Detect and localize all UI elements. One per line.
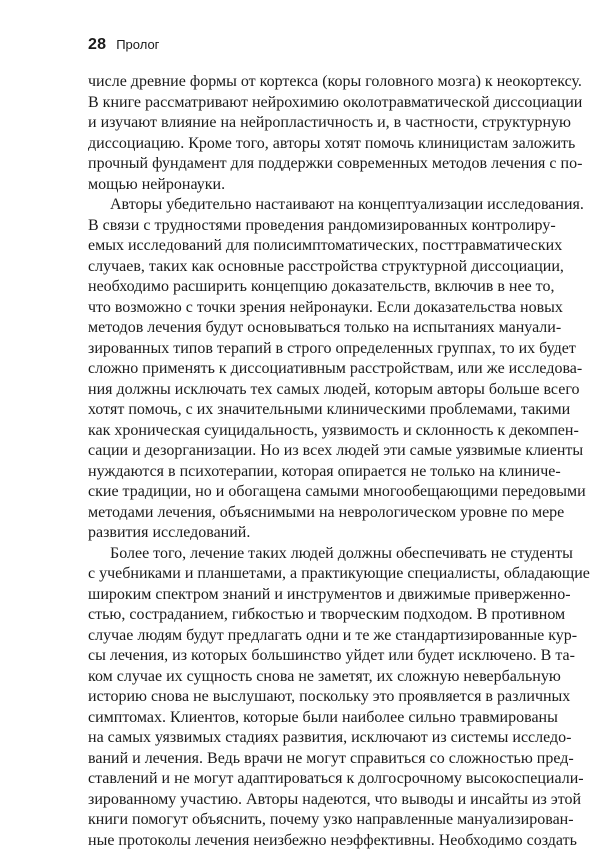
text-line: зированных типов терапий в строго определенных группах, то их будет: [88, 339, 536, 360]
text-line: диссоциацию. Кроме того, авторы хотят помочь клиницистам заложить: [88, 134, 536, 155]
text-line: В книге рассматривают нейрохимию околотравматической диссоциации: [88, 93, 536, 114]
running-head: [88, 36, 159, 54]
text-line: широким спектром знаний и инструментов и движимые приверженно-: [88, 585, 536, 606]
text-line: ставлений и не могут адаптироваться к долгосрочному высокоспециали-: [88, 769, 536, 790]
text-line: емых исследований для полисимптоматических, посттравматических: [88, 236, 536, 257]
text-line: что возможно с точки зрения нейронауки. Если доказательства новых: [88, 298, 536, 319]
text-line: сы лечения, из которых большинство уйдет или будет исключено. В та-: [88, 646, 536, 667]
paragraph: [88, 72, 536, 195]
text-line: сации и дезорганизации. Но из всех людей эти самые уязвимые клиенты: [88, 441, 536, 462]
text-line: сложно применять к диссоциативным расстройствам, или же исследова-: [88, 359, 536, 380]
text-line: и изучают влияние на нейропластичность и, в частности, структурную: [88, 113, 536, 134]
text-line: нуждаются в психотерапии, которая опирается не только на клиниче-: [88, 462, 536, 483]
body-text: [88, 72, 536, 851]
page-number: 28: [88, 36, 106, 54]
text-line: ния должны исключать тех самых людей, которым авторы больше всего: [88, 380, 536, 401]
text-line: В связи с трудностями проведения рандомизированных контролиру-: [88, 216, 536, 237]
text-line: хотят помочь, с их значительными клиническими проблемами, такими: [88, 400, 536, 421]
text-line: прочный фундамент для поддержки современных методов лечения с по-: [88, 154, 536, 175]
text-line: историю снова не выслушают, поскольку это проявляется в различных: [88, 687, 536, 708]
paragraph: [88, 195, 536, 544]
text-line: ваний и лечения. Ведь врачи не могут справиться со сложностью пред-: [88, 749, 536, 770]
text-line: зированному участию. Авторы надеются, что выводы и инсайты из этой: [88, 790, 536, 811]
text-line: Более того, лечение таких людей должны обеспечивать не студенты: [88, 544, 536, 565]
text-line: случае людям будут предлагать одни и те же стандартизированные кур-: [88, 626, 536, 647]
chapter-title: Пролог: [116, 37, 159, 52]
text-line: ские традиции, но и обогащена самыми многообещающими передовыми: [88, 482, 536, 503]
text-line: мощью нейронауки.: [88, 175, 536, 196]
text-line: с учебниками и планшетами, а практикующие специалисты, обладающие: [88, 564, 536, 585]
text-line: развития исследований.: [88, 523, 536, 544]
text-line: симптомах. Клиентов, которые были наиболее сильно травмированы: [88, 708, 536, 729]
text-line: ком случае их сущность снова не заметят, их сложную невербальную: [88, 667, 536, 688]
text-line: случаев, таких как основные расстройства структурной диссоциации,: [88, 257, 536, 278]
text-line: как хроническая суицидальность, уязвимость и склонность к декомпен-: [88, 421, 536, 442]
text-line: числе древние формы от кортекса (коры головного мозга) к неокортексу.: [88, 72, 536, 93]
text-line: Авторы убедительно настаивают на концептуализации исследования.: [88, 195, 536, 216]
paragraph: [88, 544, 536, 851]
text-line: ные протоколы лечения неизбежно неэффективны. Необходимо создать: [88, 831, 536, 851]
text-line: методами лечения, объяснимыми на неврологическом уровне по мере: [88, 503, 536, 524]
text-line: стью, состраданием, гибкостью и творческим подходом. В противном: [88, 605, 536, 626]
text-line: необходимо расширить концепцию доказательств, включив в нее то,: [88, 277, 536, 298]
text-line: книги помогут объяснить, почему узко направленные мануализирован-: [88, 810, 536, 831]
text-line: методов лечения будут основываться только на испытаниях мануали-: [88, 318, 536, 339]
text-line: на самых уязвимых стадиях развития, исключают из системы исследо-: [88, 728, 536, 749]
